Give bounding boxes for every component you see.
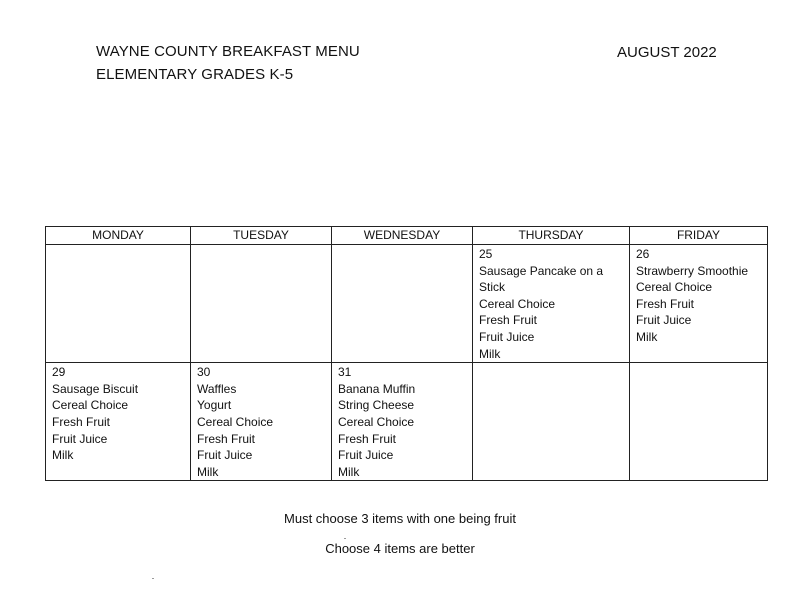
menu-item: Milk [197, 464, 219, 479]
menu-item: Cereal Choice [479, 296, 556, 311]
grade-level: ELEMENTARY GRADES K-5 [96, 66, 294, 83]
menu-item: Fresh Fruit [479, 313, 538, 328]
menu-title: WAYNE COUNTY BREAKFAST MENU [96, 43, 360, 60]
weekday-header-tuesday: TUESDAY [191, 227, 332, 245]
menu-item: Waffles [197, 381, 237, 396]
menu-item: Cereal Choice [197, 414, 274, 429]
day-cell [191, 245, 332, 363]
menu-item: Fruit Juice [636, 313, 692, 328]
menu-title-block [96, 40, 360, 86]
week-row [46, 245, 768, 363]
menu-item: Fresh Fruit [52, 414, 111, 429]
day-number: 26 [636, 247, 650, 261]
menu-item: Milk [338, 464, 360, 479]
day-cell [191, 363, 332, 481]
day-number: 25 [479, 247, 493, 261]
week-row [46, 363, 768, 481]
selection-tip-note: Choose 4 items are better [325, 541, 475, 556]
day-cell [473, 363, 630, 481]
menu-item: Fruit Juice [479, 329, 535, 344]
day-cell [332, 245, 473, 363]
weekday-header-monday: MONDAY [46, 227, 191, 245]
weekday-header-thursday: THURSDAY [473, 227, 630, 245]
menu-item: Fruit Juice [338, 448, 394, 463]
menu-item: Fresh Fruit [197, 431, 256, 446]
weekday-header-wednesday: WEDNESDAY [332, 227, 473, 245]
menu-item: Fresh Fruit [636, 296, 695, 311]
day-number: 31 [338, 365, 352, 380]
menu-item: Strawberry Smoothie [636, 263, 749, 278]
weekday-header-row [46, 227, 768, 245]
day-cell [473, 245, 630, 363]
day-number: 30 [197, 365, 211, 380]
menu-item: Banana Muffin [338, 381, 416, 396]
menu-item: Cereal Choice [52, 398, 129, 413]
weekday-header-friday: FRIDAY [630, 227, 768, 245]
menu-item: Milk [52, 448, 74, 463]
menu-item: Sausage Biscuit [52, 381, 139, 396]
menu-item: Milk [479, 346, 501, 361]
menu-item: Sausage Pancake on a Stick [479, 263, 604, 295]
menu-item: Cereal Choice [636, 280, 713, 295]
menu-item: Cereal Choice [338, 414, 415, 429]
menu-item: Fruit Juice [52, 431, 108, 446]
menu-item: Yogurt [197, 398, 232, 413]
selection-rule-note: Must choose 3 items with one being fruit [284, 511, 516, 526]
menu-item: Fresh Fruit [338, 431, 397, 446]
scan-speck [152, 578, 154, 579]
day-number: 29 [52, 365, 66, 380]
menu-month: AUGUST 2022 [617, 44, 717, 61]
day-cell [46, 245, 191, 363]
menu-item: Milk [636, 329, 658, 344]
day-cell [630, 363, 768, 481]
menu-item: String Cheese [338, 398, 415, 413]
day-cell [332, 363, 473, 481]
day-cell [630, 245, 768, 363]
menu-calendar-table [45, 226, 768, 481]
scan-speck [344, 538, 346, 539]
day-cell [46, 363, 191, 481]
menu-item: Fruit Juice [197, 448, 253, 463]
